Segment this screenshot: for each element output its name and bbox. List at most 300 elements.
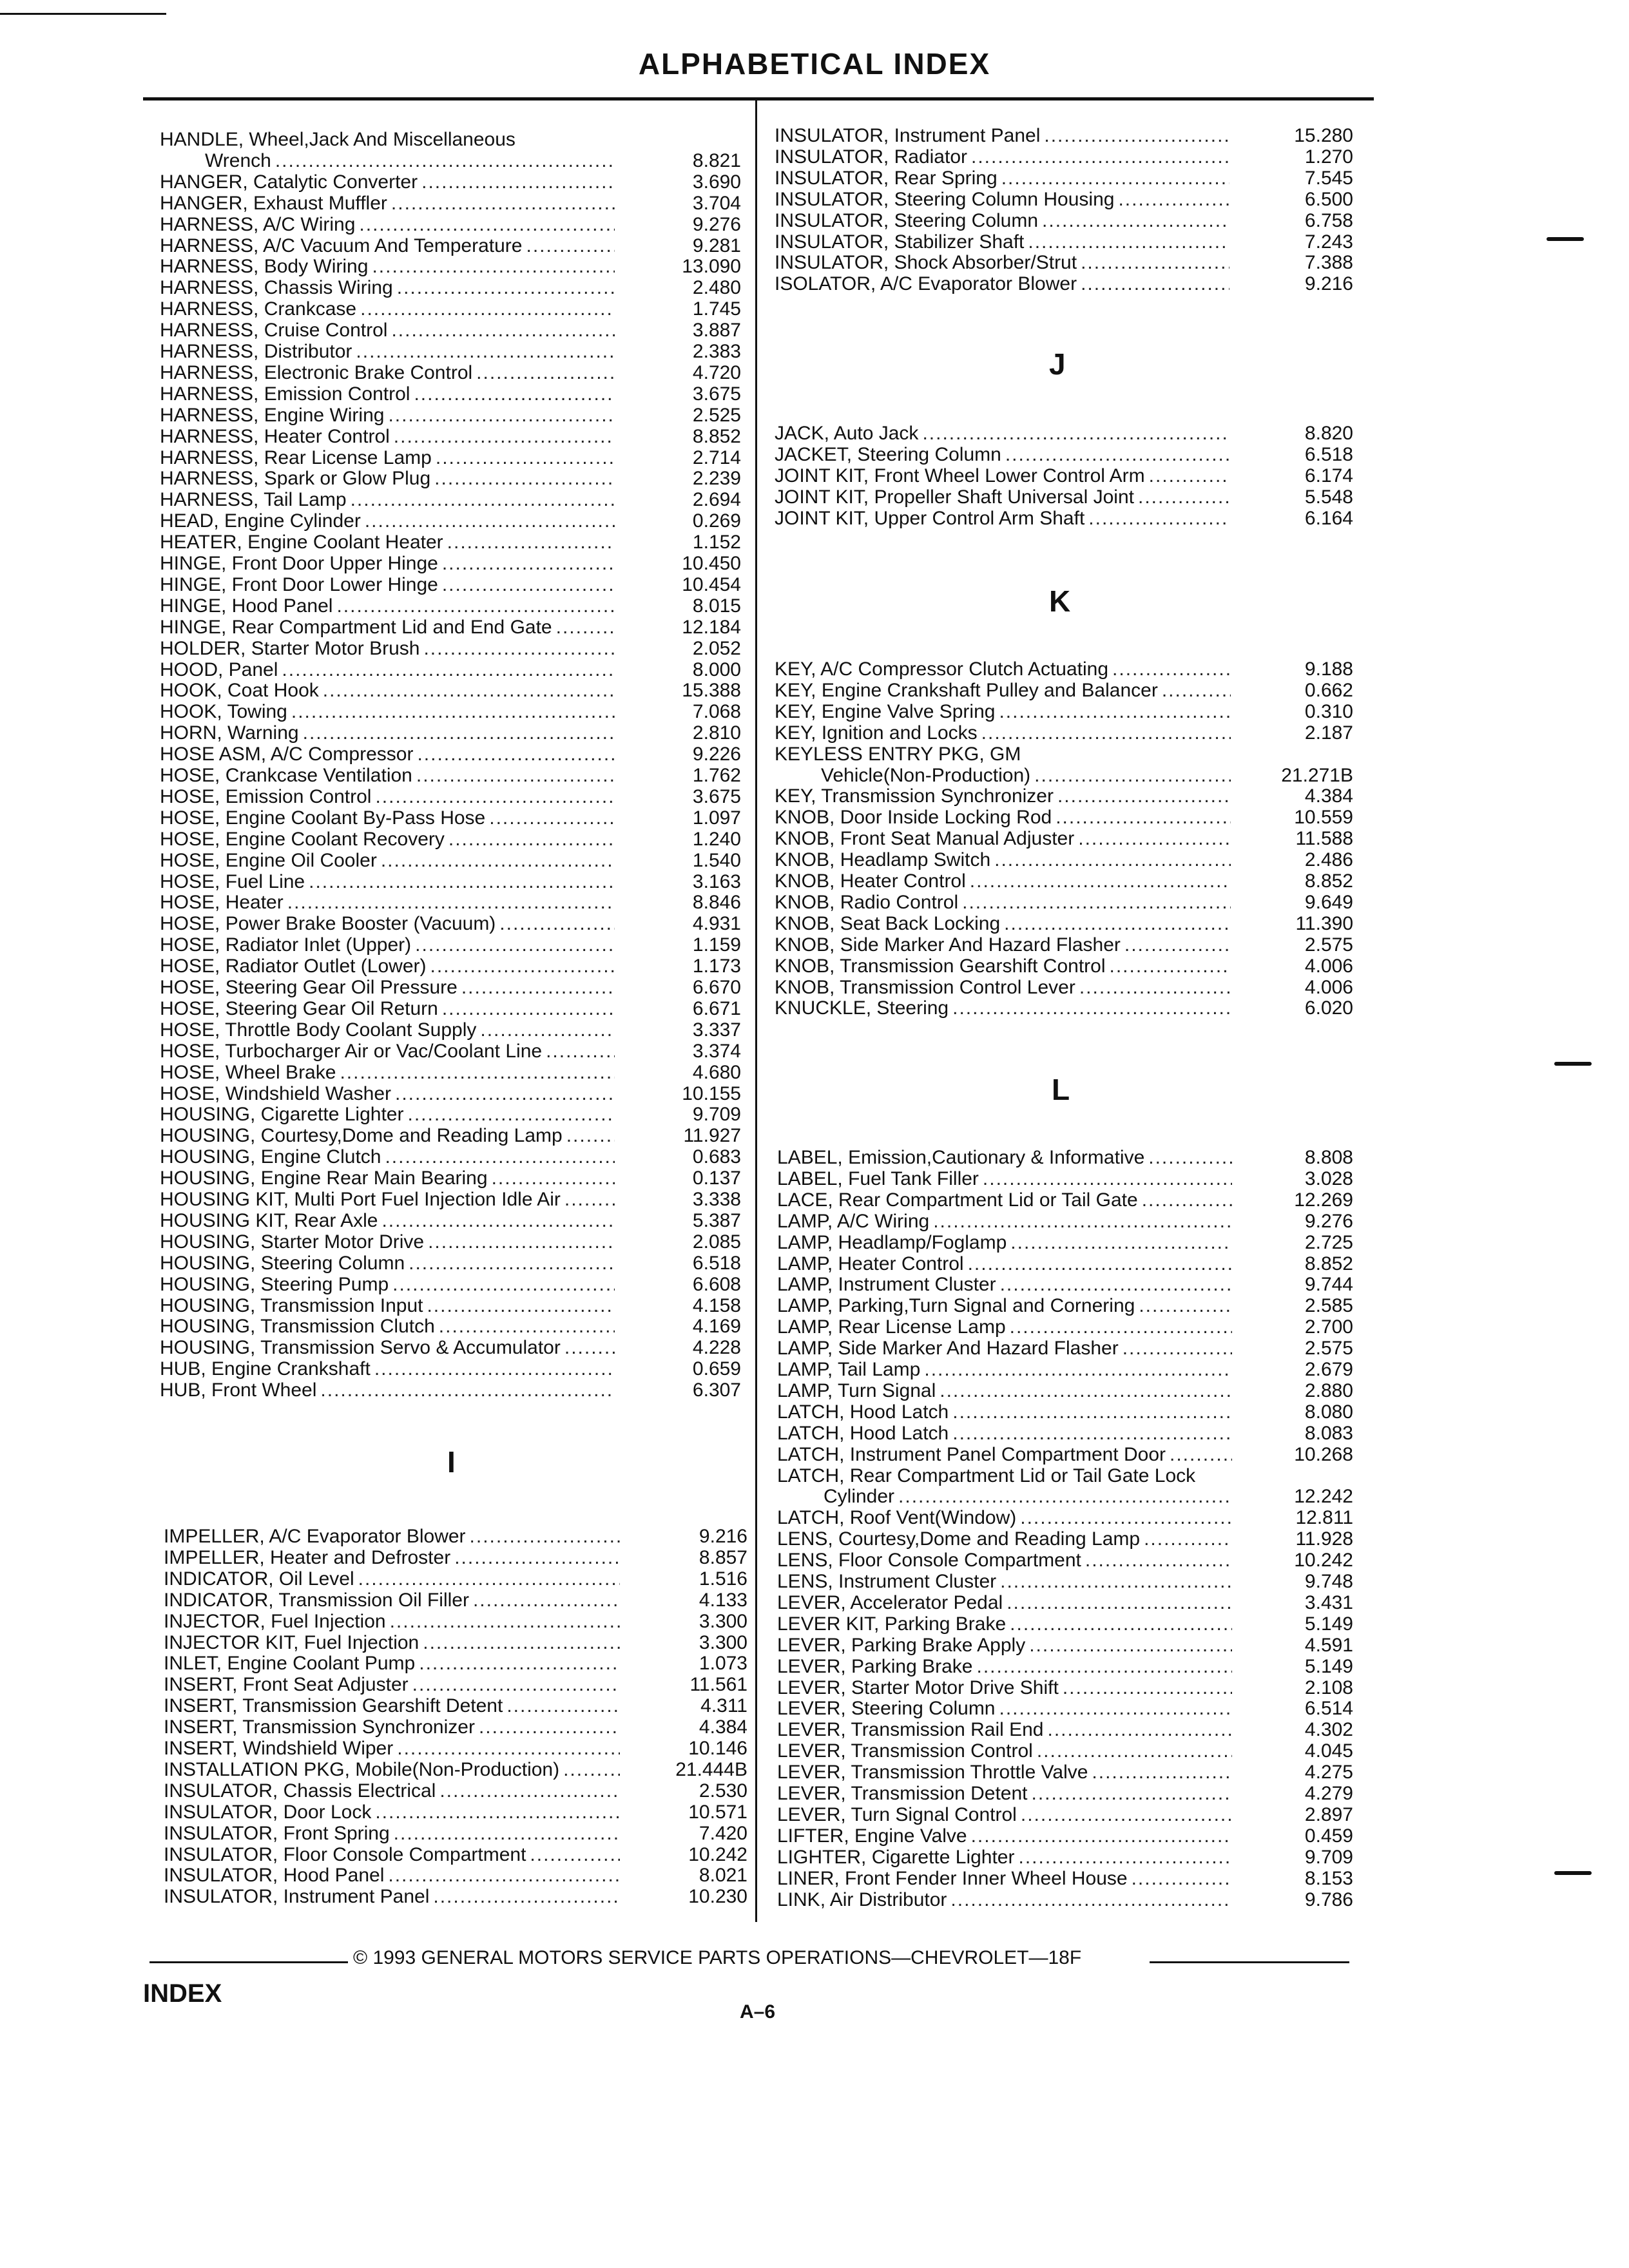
- leader-dots: [397, 1738, 620, 1760]
- index-entry-page-ref: 1.097: [692, 807, 741, 829]
- leader-dots: [999, 1698, 1233, 1720]
- index-entry-label: LABEL, Emission,Cautionary & Informative: [777, 1147, 1145, 1168]
- index-entry-label: HOOD, Panel: [160, 658, 278, 680]
- index-entry: [777, 1507, 1236, 1529]
- index-entry-page-ref: 9.649: [1304, 891, 1353, 913]
- leader-dots: [381, 1210, 615, 1232]
- index-entry-page-ref: 2.880: [1304, 1379, 1353, 1401]
- index-entry-label: HOSE, Power Brake Booster (Vacuum): [160, 913, 496, 935]
- index-entry: [160, 638, 619, 660]
- leader-dots: [416, 765, 615, 787]
- leader-dots: [320, 1379, 615, 1401]
- index-entry-label: HOSE, Fuel Line: [160, 870, 305, 892]
- index-entry-page-ref: 9.276: [692, 213, 741, 235]
- index-entry-label: INSTALLATION PKG, Mobile(Non-Production): [164, 1758, 560, 1780]
- index-entry: [160, 510, 619, 532]
- leader-dots: [454, 1547, 620, 1569]
- leader-dots: [1020, 1507, 1232, 1529]
- index-entry: [164, 1844, 624, 1866]
- leader-dots: [933, 1211, 1232, 1233]
- index-entry-label: HOOK, Towing: [160, 701, 287, 723]
- index-entry: [777, 1889, 1236, 1911]
- leader-dots: [427, 1295, 615, 1317]
- index-entry: [160, 765, 619, 787]
- index-entry: [777, 1168, 1236, 1190]
- index-entry-label: INSULATOR, Shock Absorber/Strut: [775, 252, 1077, 274]
- index-entry-label: JACKET, Steering Column: [775, 443, 1001, 465]
- index-entry-label: HARNESS, Body Wiring: [160, 256, 369, 278]
- index-entry-label: LENS, Instrument Cluster: [777, 1571, 997, 1592]
- index-entry: [160, 405, 619, 427]
- index-entry-page-ref: 8.083: [1304, 1422, 1353, 1444]
- index-entry-page-ref: 4.228: [692, 1337, 741, 1359]
- leader-dots: [1142, 1189, 1232, 1211]
- leader-dots: [1021, 1804, 1232, 1826]
- leader-dots: [1138, 486, 1229, 508]
- index-entry-page-ref: 10.268: [1294, 1443, 1353, 1465]
- index-entry: [775, 273, 1233, 295]
- index-entry-label: HOUSING, Engine Clutch: [160, 1146, 381, 1168]
- index-entry-label: KEY, Transmission Synchronizer: [775, 785, 1054, 807]
- leader-dots: [1144, 1528, 1232, 1550]
- index-entry-page-ref: 11.561: [689, 1674, 747, 1696]
- index-entry: [164, 1547, 624, 1569]
- index-entry-label: LAMP, Rear License Lamp: [777, 1316, 1006, 1338]
- index-entry-page-ref: 8.852: [1304, 870, 1353, 892]
- index-entry-page-ref: 4.311: [700, 1695, 747, 1717]
- leader-dots: [970, 870, 1231, 892]
- index-entry: [160, 553, 619, 575]
- index-entry-label: HARNESS, Distributor: [160, 341, 352, 362]
- index-entry-label: LIGHTER, Cigarette Lighter: [777, 1846, 1015, 1868]
- index-entry: [164, 1611, 624, 1633]
- index-entry-label: HARNESS, Emission Control: [160, 383, 410, 405]
- index-entry-page-ref: 9.281: [692, 235, 741, 256]
- leader-dots: [470, 1526, 620, 1548]
- index-entry: [160, 574, 619, 596]
- index-entry-label: INSULATOR, Floor Console Compartment: [164, 1843, 526, 1865]
- index-entry: [164, 1802, 624, 1823]
- leader-dots: [336, 595, 615, 617]
- index-entry: [160, 129, 619, 151]
- index-entry-page-ref: 3.374: [692, 1040, 741, 1062]
- index-entry: [777, 1423, 1236, 1445]
- index-entry-label: LEVER, Turn Signal Control: [777, 1803, 1017, 1825]
- index-entry: [775, 722, 1235, 744]
- leader-dots: [442, 998, 615, 1020]
- index-entry-label: Vehicle(Non-Production): [821, 764, 1031, 786]
- index-entry-page-ref: 4.158: [692, 1294, 741, 1316]
- leader-dots: [1029, 1635, 1232, 1657]
- index-entry-page-ref: 3.704: [692, 192, 741, 214]
- index-entry-page-ref: 11.588: [1295, 828, 1353, 850]
- index-entry: [160, 298, 619, 320]
- index-entry: [160, 1210, 619, 1232]
- leader-dots: [922, 423, 1229, 445]
- footer-rule: [149, 1961, 348, 1963]
- index-entry: [164, 1674, 624, 1696]
- index-entry-page-ref: 12.269: [1294, 1189, 1353, 1211]
- index-entry: [160, 934, 619, 956]
- index-entry: [777, 1571, 1236, 1593]
- index-entry-page-ref: 8.857: [699, 1546, 747, 1568]
- index-entry-label: KNOB, Side Marker And Hazard Flasher: [775, 934, 1121, 956]
- index-entry: [160, 383, 619, 405]
- index-entry: [160, 892, 619, 914]
- index-entry-label: INJECTOR KIT, Fuel Injection: [164, 1631, 419, 1653]
- index-entry-page-ref: 6.164: [1304, 507, 1353, 529]
- index-entry-page-ref: 15.280: [1294, 125, 1353, 146]
- index-entry-label: HOUSING KIT, Multi Port Fuel Injection Idle Air: [160, 1189, 561, 1210]
- leader-dots: [282, 659, 615, 681]
- index-entry-page-ref: 5.548: [1304, 486, 1353, 508]
- leader-dots: [1132, 1868, 1232, 1890]
- index-entry-page-ref: 9.709: [1304, 1846, 1353, 1868]
- footer-page-number: A–6: [740, 2001, 776, 2023]
- index-entry-page-ref: 2.714: [692, 447, 741, 468]
- leader-dots: [1063, 1677, 1232, 1699]
- index-entry: [775, 486, 1233, 508]
- index-entry-page-ref: 8.846: [692, 892, 741, 914]
- index-entry-page-ref: 8.852: [692, 425, 741, 447]
- index-entry: [164, 1632, 624, 1654]
- index-entry: [775, 680, 1235, 702]
- index-entry: [775, 849, 1235, 871]
- index-entry-label: INSERT, Front Seat Adjuster: [164, 1674, 409, 1696]
- index-entry-page-ref: 10.571: [688, 1801, 747, 1823]
- index-entry-page-ref: 9.216: [1304, 273, 1353, 295]
- index-entry-page-ref: 7.545: [1304, 167, 1353, 189]
- index-entry-label: LEVER, Accelerator Pedal: [777, 1591, 1003, 1613]
- index-entry: [164, 1759, 624, 1781]
- index-entry-page-ref: 1.159: [692, 934, 741, 956]
- index-entry-page-ref: 1.270: [1304, 146, 1353, 168]
- leader-dots: [530, 1844, 620, 1866]
- index-entry-page-ref: 4.169: [692, 1316, 741, 1338]
- index-entry-label: HOUSING, Engine Rear Main Bearing: [160, 1168, 488, 1189]
- index-entry-label: LATCH, Rear Compartment Lid or Tail Gate Lock: [777, 1465, 1196, 1486]
- index-entry-page-ref: 10.146: [688, 1738, 747, 1759]
- index-entry-label: INSULATOR, Hood Panel: [164, 1865, 385, 1887]
- index-entry: [777, 1295, 1236, 1317]
- index-entry-page-ref: 3.675: [692, 785, 741, 807]
- leader-dots: [415, 934, 615, 956]
- index-entry: [160, 171, 619, 193]
- index-entry: [777, 1635, 1236, 1657]
- index-entry: [777, 1147, 1236, 1169]
- index-entry: [775, 892, 1235, 914]
- leader-dots: [447, 532, 615, 553]
- leader-dots: [394, 426, 615, 448]
- index-entry: [160, 1316, 619, 1338]
- index-entry: [160, 193, 619, 215]
- index-entry-page-ref: 11.390: [1295, 912, 1353, 934]
- index-entry-page-ref: 3.338: [692, 1189, 741, 1210]
- index-entry: [160, 1231, 619, 1253]
- index-entry: [777, 1189, 1236, 1211]
- index-entry: [160, 680, 619, 702]
- index-entry-label: INSULATOR, Stabilizer Shaft: [775, 231, 1025, 253]
- index-entry: [775, 807, 1235, 829]
- leader-dots: [566, 1125, 615, 1147]
- leader-dots: [499, 913, 615, 935]
- index-entry-page-ref: 7.068: [692, 701, 741, 723]
- index-entry-label: INJECTOR, Fuel Injection: [164, 1610, 386, 1632]
- index-entry: [164, 1823, 624, 1845]
- leader-dots: [962, 892, 1231, 914]
- index-entry-label: INDICATOR, Oil Level: [164, 1568, 354, 1590]
- index-entry-label: HOSE, Heater: [160, 892, 284, 914]
- index-entry-page-ref: 3.431: [1304, 1591, 1353, 1613]
- index-entry-label: HOUSING, Transmission Clutch: [160, 1316, 435, 1338]
- index-entry: [775, 913, 1235, 935]
- index-entry-label: LEVER, Parking Brake Apply: [777, 1634, 1026, 1656]
- leader-dots: [546, 1041, 615, 1062]
- index-entry-label: HARNESS, Tail Lamp: [160, 489, 347, 511]
- index-entry-label: IMPELLER, A/C Evaporator Blower: [164, 1526, 466, 1547]
- index-entry-page-ref: 3.163: [692, 870, 741, 892]
- index-entry-label: HOOK, Coat Hook: [160, 680, 319, 702]
- index-entry-label: HINGE, Front Door Upper Hinge: [160, 553, 438, 574]
- index-entry-label: INSULATOR, Front Spring: [164, 1822, 390, 1844]
- index-entry-page-ref: 9.188: [1304, 658, 1353, 680]
- index-entry: [777, 1211, 1236, 1233]
- leader-dots: [994, 849, 1231, 871]
- index-entry-page-ref: 2.383: [692, 341, 741, 362]
- index-entry-page-ref: 4.006: [1304, 976, 1353, 998]
- index-entry-label: INSULATOR, Door Lock: [164, 1801, 372, 1823]
- leader-dots: [556, 617, 615, 639]
- index-entry-label: HOUSING KIT, Rear Axle: [160, 1209, 378, 1231]
- index-entry-label: HARNESS, A/C Wiring: [160, 213, 356, 235]
- index-entry: [164, 1886, 624, 1908]
- leader-dots: [1110, 956, 1231, 977]
- index-entry-page-ref: 2.530: [699, 1780, 747, 1802]
- leader-dots: [1000, 1274, 1232, 1296]
- index-entry: [775, 997, 1235, 1019]
- index-entry: [160, 1019, 619, 1041]
- leader-dots: [436, 447, 615, 469]
- index-entry: [160, 1083, 619, 1105]
- index-entry-page-ref: 4.045: [1304, 1740, 1353, 1762]
- leader-dots: [1112, 658, 1231, 680]
- column-divider: [755, 99, 757, 1922]
- leader-dots: [1042, 210, 1229, 232]
- index-entry-label: HOUSING, Steering Pump: [160, 1273, 389, 1295]
- leader-dots: [381, 850, 615, 872]
- index-entry-label: INSULATOR, Radiator: [775, 146, 967, 168]
- leader-dots: [1057, 785, 1231, 807]
- section-heading-k: K: [1049, 584, 1071, 618]
- index-entry-label: LATCH, Hood Latch: [777, 1401, 949, 1423]
- index-entry-page-ref: 3.690: [692, 171, 741, 193]
- index-entry-page-ref: 0.269: [692, 510, 741, 532]
- index-entry: [775, 210, 1233, 232]
- index-entry: [160, 659, 619, 681]
- leader-dots: [1001, 168, 1229, 189]
- index-entry-label: KNOB, Transmission Gearshift Control: [775, 955, 1106, 977]
- leader-dots: [1010, 1613, 1232, 1635]
- index-entry-label: LAMP, A/C Wiring: [777, 1210, 930, 1232]
- index-entry-page-ref: 3.300: [699, 1610, 747, 1632]
- index-entry: [775, 168, 1233, 189]
- index-entry-label: LEVER KIT, Parking Brake: [777, 1613, 1007, 1635]
- index-entry-label: HOSE, Windshield Washer: [160, 1082, 392, 1104]
- leader-dots: [461, 977, 615, 999]
- leader-dots: [1118, 189, 1229, 211]
- section-heading-i: I: [447, 1445, 456, 1479]
- index-entry-label: LATCH, Instrument Panel Compartment Door: [777, 1443, 1166, 1465]
- index-entry-page-ref: 8.821: [692, 149, 741, 171]
- leader-dots: [1078, 828, 1231, 850]
- index-entry: [164, 1590, 624, 1611]
- index-entry: [160, 214, 619, 236]
- leader-dots: [388, 1865, 620, 1887]
- index-entry-page-ref: 1.745: [692, 298, 741, 320]
- index-entry-page-ref: 8.000: [692, 658, 741, 680]
- leader-dots: [480, 1019, 615, 1041]
- index-entry: [164, 1653, 624, 1675]
- index-entry-label: LATCH, Roof Vent(Window): [777, 1507, 1017, 1529]
- index-entry-label: JACK, Auto Jack: [775, 423, 919, 444]
- index-entry-label: KEYLESS ENTRY PKG, GM: [775, 743, 1021, 765]
- leader-dots: [419, 1653, 620, 1675]
- index-entry-label: INSERT, Windshield Wiper: [164, 1738, 394, 1759]
- leader-dots: [1148, 1147, 1232, 1169]
- index-entry-page-ref: 8.852: [1304, 1253, 1353, 1274]
- leader-dots: [476, 362, 615, 384]
- index-entry: [160, 1295, 619, 1317]
- index-entry: [777, 1825, 1236, 1847]
- index-entry: [160, 701, 619, 723]
- leader-dots: [940, 1380, 1232, 1402]
- index-entry-label: LENS, Courtesy,Dome and Reading Lamp: [777, 1528, 1141, 1550]
- index-entry-label: HANGER, Catalytic Converter: [160, 171, 418, 193]
- index-entry-label: HOSE, Radiator Inlet (Upper): [160, 934, 412, 956]
- index-entry-page-ref: 9.276: [1304, 1210, 1353, 1232]
- index-entry: [777, 1528, 1236, 1550]
- index-entry-page-ref: 6.500: [1304, 188, 1353, 210]
- index-entry: [777, 1677, 1236, 1699]
- leader-dots: [423, 638, 615, 660]
- index-entry-label: LEVER, Transmission Control: [777, 1740, 1033, 1762]
- leader-dots: [1004, 913, 1231, 935]
- index-entry: [164, 1568, 624, 1590]
- index-entry-label: ISOLATOR, A/C Evaporator Blower: [775, 273, 1077, 295]
- leader-dots: [409, 1253, 615, 1274]
- index-entry-label: HARNESS, Cruise Control: [160, 320, 388, 341]
- index-entry: [777, 1338, 1236, 1360]
- index-entry-page-ref: 2.108: [1304, 1677, 1353, 1698]
- index-entry-page-ref: 12.811: [1295, 1507, 1353, 1529]
- index-entry-label: KNOB, Headlamp Switch: [775, 849, 991, 871]
- index-entry-page-ref: 21.271B: [1281, 764, 1353, 786]
- index-entry-page-ref: 6.020: [1304, 997, 1353, 1019]
- leader-dots: [303, 722, 615, 744]
- index-entry-label: JOINT KIT, Propeller Shaft Universal Joint: [775, 486, 1134, 508]
- index-entry-label: LAMP, Instrument Cluster: [777, 1274, 996, 1296]
- leader-dots: [358, 1568, 620, 1590]
- leader-dots: [1037, 1740, 1232, 1762]
- index-entry-label: JOINT KIT, Upper Control Arm Shaft: [775, 507, 1085, 529]
- index-entry-page-ref: 6.518: [692, 1252, 741, 1274]
- index-entry-page-ref: 9.786: [1304, 1888, 1353, 1910]
- index-entry-page-ref: 21.444B: [675, 1758, 747, 1780]
- index-entry-label: LACE, Rear Compartment Lid or Tail Gate: [777, 1189, 1138, 1211]
- index-entry: [160, 871, 619, 893]
- leader-dots: [506, 1695, 620, 1717]
- index-entry-page-ref: 2.085: [692, 1231, 741, 1253]
- index-entry-label: LAMP, Headlamp/Foglamp: [777, 1231, 1007, 1253]
- index-entry-page-ref: 7.420: [699, 1822, 747, 1844]
- index-entry-label: HARNESS, Heater Control: [160, 425, 390, 447]
- index-entry: [775, 977, 1235, 999]
- index-entry: [160, 532, 619, 553]
- index-entry-label: KNOB, Door Inside Locking Rod: [775, 807, 1052, 829]
- leader-dots: [365, 510, 615, 532]
- index-entry-page-ref: 4.384: [1304, 785, 1353, 807]
- index-entry-label: HOSE, Steering Gear Oil Return: [160, 997, 438, 1019]
- index-entry-label: Cylinder: [824, 1486, 895, 1508]
- leader-dots: [275, 150, 615, 172]
- leader-dots: [356, 341, 615, 363]
- section-heading-j: J: [1049, 347, 1066, 381]
- index-entry: [164, 1716, 624, 1738]
- index-entry-page-ref: 12.184: [682, 616, 741, 638]
- index-entry: [775, 146, 1233, 168]
- index-entry-page-ref: 2.694: [692, 489, 741, 511]
- index-entry-page-ref: 6.174: [1304, 465, 1353, 486]
- index-entry: [160, 235, 619, 257]
- index-entry-page-ref: 0.137: [692, 1168, 741, 1189]
- leader-dots: [492, 1168, 615, 1189]
- leader-dots: [1170, 1444, 1232, 1466]
- index-entry-page-ref: 6.608: [692, 1273, 741, 1295]
- index-entry-page-ref: 2.810: [692, 722, 741, 744]
- index-entry-page-ref: 0.310: [1304, 700, 1353, 722]
- leader-dots: [981, 722, 1231, 744]
- index-entry-label: INSULATOR, Steering Column Housing: [775, 188, 1115, 210]
- index-entry-page-ref: 2.486: [1304, 849, 1353, 871]
- index-entry: [160, 1379, 619, 1401]
- index-entry-label: HOSE, Throttle Body Coolant Supply: [160, 1019, 477, 1041]
- index-entry: [160, 1274, 619, 1296]
- index-entry-page-ref: 9.748: [1304, 1571, 1353, 1592]
- leader-dots: [1010, 1232, 1232, 1254]
- index-entry: [160, 1104, 619, 1126]
- index-entry: [160, 1125, 619, 1147]
- index-entry-label: LIFTER, Engine Valve: [777, 1825, 967, 1847]
- index-entry: [160, 1189, 619, 1211]
- index-entry: [164, 1780, 624, 1802]
- index-entry-page-ref: 10.559: [1294, 807, 1353, 829]
- index-entry-label: HEATER, Engine Coolant Heater: [160, 532, 443, 553]
- index-entry-page-ref: 2.679: [1304, 1359, 1353, 1380]
- index-entry: [777, 1444, 1236, 1466]
- index-entry-label: HOSE, Radiator Outlet (Lower): [160, 956, 427, 977]
- index-entry-label: KEY, Engine Crankshaft Pulley and Balancer: [775, 679, 1158, 701]
- index-entry: [160, 489, 619, 511]
- index-entry: [777, 1359, 1236, 1381]
- index-entry-label: LENS, Floor Console Compartment: [777, 1550, 1081, 1571]
- leader-dots: [564, 1337, 615, 1359]
- index-entry: [775, 189, 1233, 211]
- index-entry: [775, 701, 1235, 723]
- leader-dots: [473, 1590, 620, 1611]
- index-entry-page-ref: 8.820: [1304, 423, 1353, 444]
- leader-dots: [1081, 273, 1229, 295]
- index-entry-page-ref: 2.525: [692, 404, 741, 426]
